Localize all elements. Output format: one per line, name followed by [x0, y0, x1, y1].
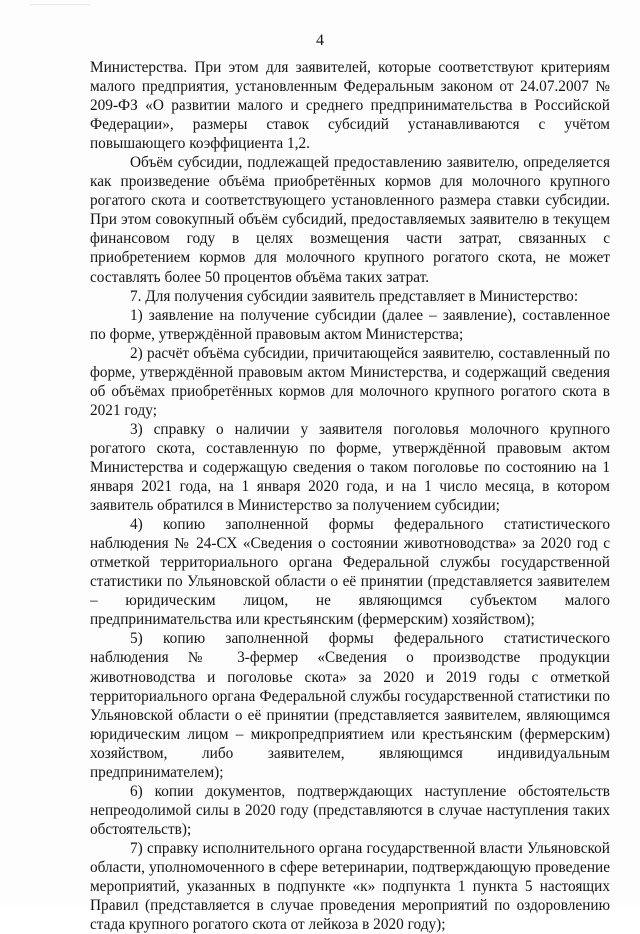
list-item-application: 1) заявление на получение субсидии (далее – заявление), составленное по форме, утверждённой правовым актом Министерства; — [90, 306, 610, 343]
document-body — [90, 58, 610, 934]
paragraph-subsidy-volume: Объём субсидии, подлежащей предоставлению заявителю, определяется как произведение объёма приобретённых кормов для молочного крупного рогатого скота и соответствующего установленного размера ставки субсидии. При этом совокупный объём субсидий, предоставляемых заявителю в текущем финансовом году в целях возмещения части затрат, связанных с приобретением кормов для молочного крупного рогатого скота, не может составлять более 50 процентов объёма таких затрат. — [90, 154, 610, 286]
paragraph-ministry-criteria: Министерства. При этом для заявителей, которые соответствуют критериям малого предприятия, установленным Федеральным законом от 24.07.2007 № 209-ФЗ «О развитии малого и среднего предпринимательства в Российской Федерации», размеры ставок субсидий устанавливаются с учётом повышающего коэффициента 1,2. — [90, 59, 610, 153]
list-item-form-24sh: 4) копию заполненной формы федерального статистического наблюдения № 24-СХ «Сведения о состоянии животноводства» за 2020 год с отметкой территориального органа Федеральной службы государственной статистики по Ульяновской области о её принятии (представляется заявителем – юридическим лицом, не являющимся субъектом малого предпринимательства или крестьянским (фермерским) хозяйством); — [90, 516, 610, 629]
list-item-form-3-farmer: 5) копию заполненной формы федерального статистического наблюдения № 3-фермер «Сведения о производстве продукции животноводства и поголовье скота» за 2020 и 2019 годы с отметкой территориального органа Федеральной службы государственной статистики по Ульяновской области о её принятии (представляется заявителем, являющимся юридическим лицом – микропредприятием или крестьянским (фермерским) хозяйством, либо заявителем, являющимся индивидуальным предпринимателем); — [90, 630, 610, 781]
list-item-calculation: 2) расчёт объёма субсидии, причитающейся заявителю, составленный по форме, утверждённой правовым актом Министерства, и содержащий сведения об объёмах приобретённых кормов для молочного крупного рогатого скота в 2021 году; — [90, 344, 610, 419]
paragraph-item-7: 7. Для получения субсидии заявитель представляет в Министерство: — [130, 287, 579, 305]
page-number: 4 — [316, 32, 324, 49]
list-item-force-majeure: 6) копии документов, подтверждающих наступление обстоятельств непреодолимой силы в 2020 году (представляются в случае наступления таких обстоятельств); — [90, 782, 610, 838]
list-item-veterinary-certificate: 7) справку исполнительного органа государственной власти Ульяновской области, уполномоченного в сфере ветеринарии, подтверждающую проведение мероприятий, указанных в подпункте «к» подпункта 1 пункта 5 настоящих Правил (представляется в случае проведения мероприятий по оздоровлению стада крупного рогатого скота от лейкоза в 2020 году); — [90, 839, 610, 934]
scan-artifact — [30, 4, 90, 5]
list-item-livestock-certificate: 3) справку о наличии у заявителя поголовья молочного крупного рогатого скота, составленную по форме, утверждённой правовым актом Министерства и содержащую сведения о таком поголовье по состоянию на 1 января 2021 года, на 1 января 2020 года, и на 1 число месяца, в котором заявитель обратился в Министерство за получением субсидии; — [90, 420, 610, 515]
